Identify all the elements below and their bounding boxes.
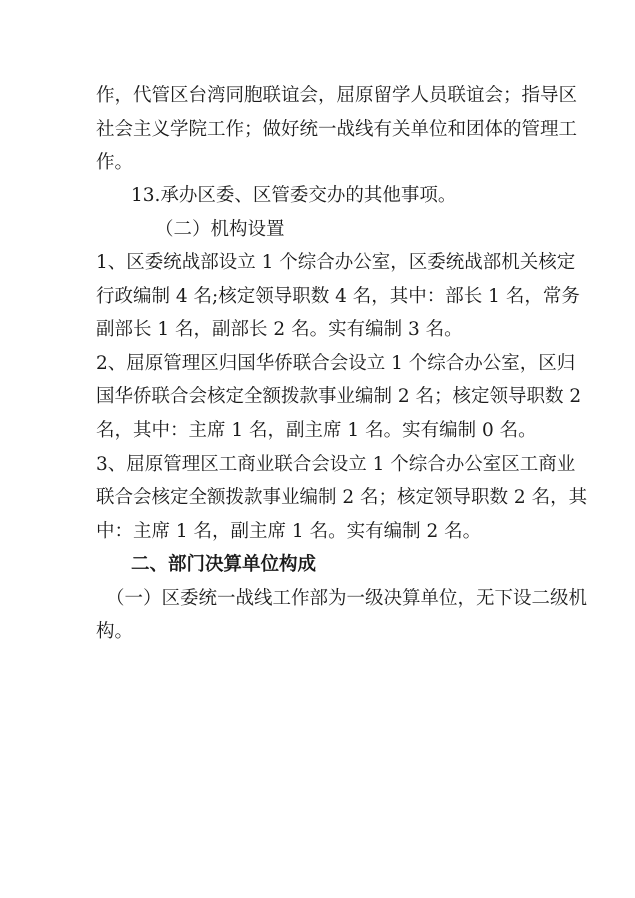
section-heading-department-units: 二、部门决算单位构成: [131, 554, 317, 575]
org-3-line: 3、屈原管理区工商业联合会设立 1 个综合办公室区工商业: [96, 454, 576, 475]
org-1-line: 行政编制 4 名;核定领导职数 4 名，其中：部长 1 名，常务: [96, 286, 580, 307]
org-3-line: 联合会核定全额拨款事业编制 2 名；核定领导职数 2 名，其: [96, 487, 588, 508]
org-3-line: 中：主席 1 名，副主席 1 名。实有编制 2 名。: [96, 521, 482, 542]
org-2-line: 国华侨联合会核定全额拨款事业编制 2 名；核定领导职数 2: [96, 386, 582, 407]
org-2-line: 2、屈原管理区归国华侨联合会设立 1 个综合办公室，区归: [96, 353, 576, 374]
unit-1-line: 构。: [96, 621, 134, 642]
paragraph-line: 作。: [96, 152, 134, 173]
item-13: 13.承办区委、区管委交办的其他事项。: [131, 185, 457, 206]
section-title-institution-setup: （二）机构设置: [155, 219, 285, 240]
org-2-line: 名，其中：主席 1 名，副主席 1 名。实有编制 0 名。: [96, 420, 537, 441]
org-1-line: 1、区委统战部设立 1 个综合办公室，区委统战部机关核定: [96, 252, 576, 273]
org-1-line: 副部长 1 名，副部长 2 名。实有编制 3 名。: [96, 319, 463, 340]
unit-1-line: （一）区委统一战线工作部为一级决算单位，无下设二级机: [106, 588, 588, 609]
paragraph-line: 社会主义学院工作；做好统一战线有关单位和团体的管理工: [96, 119, 578, 140]
paragraph-line: 作，代管区台湾同胞联谊会，屈原留学人员联谊会；指导区: [96, 85, 578, 106]
